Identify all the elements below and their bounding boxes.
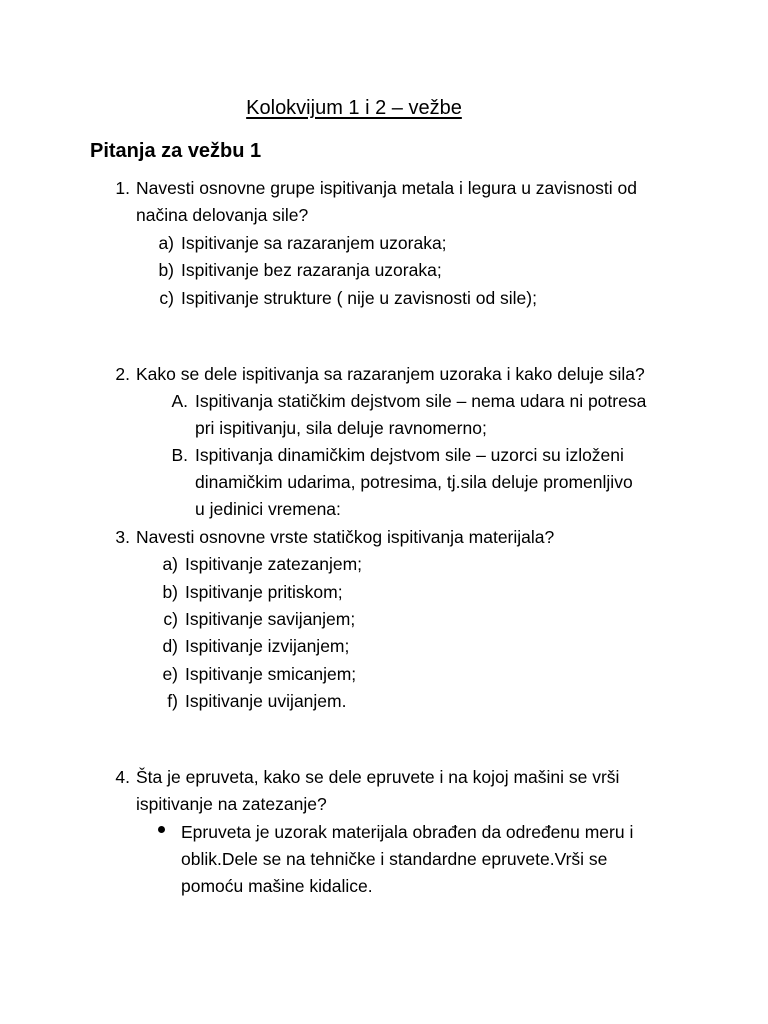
answer-text: Ispitivanje smicanjem; xyxy=(185,664,357,684)
question-text: Šta je epruveta, kako se dele epruvete i na kojoj mašini se vrši xyxy=(136,767,620,787)
answer-marker: d) xyxy=(162,636,178,656)
answer-marker: B. xyxy=(171,445,188,465)
section-heading: Pitanja za vežbu 1 xyxy=(90,140,262,162)
answer-text: Ispitivanje bez razaranja uzoraka; xyxy=(181,260,442,280)
answer-text: Ispitivanja statičkim dejstvom sile – nema udara ni potresa xyxy=(195,391,647,411)
answer-marker: f) xyxy=(167,691,178,711)
question-number: 3. xyxy=(115,527,130,547)
question-text: ispitivanje na zatezanje? xyxy=(136,794,327,814)
answer-marker: b) xyxy=(162,582,178,602)
question-text: načina delovanja sile? xyxy=(136,205,309,225)
answer-marker: c) xyxy=(163,609,178,629)
answer-marker: A. xyxy=(171,391,188,411)
question-text: Kako se dele ispitivanja sa razaranjem uzoraka i kako deluje sila? xyxy=(136,364,645,384)
answer-text: pomoću mašine kidalice. xyxy=(181,876,373,896)
answer-text: oblik.Dele se na tehničke i standardne epruvete.Vrši se xyxy=(181,849,608,869)
question-text: Navesti osnovne vrste statičkog ispitivanja materijala? xyxy=(136,527,555,547)
answer-marker: c) xyxy=(159,288,174,308)
question-number: 1. xyxy=(115,178,130,198)
answer-text: pri ispitivanju, sila deluje ravnomerno; xyxy=(195,418,487,438)
answer-marker: e) xyxy=(162,664,178,684)
answer-text: dinamičkim udarima, potresima, tj.sila deluje promenljivo xyxy=(195,472,633,492)
answer-marker: b) xyxy=(158,260,174,280)
answer-text: u jedinici vremena: xyxy=(195,499,341,519)
answer-text: Ispitivanje savijanjem; xyxy=(185,609,356,629)
answer-text: Ispitivanje strukture ( nije u zavisnosti od sile); xyxy=(181,288,537,308)
answer-text: Ispitivanje pritiskom; xyxy=(185,582,343,602)
answer-marker: a) xyxy=(158,233,174,253)
answer-text: Ispitivanje izvijanjem; xyxy=(185,636,350,656)
answer-text: Ispitivanje zatezanjem; xyxy=(185,554,363,574)
answer-marker: a) xyxy=(162,554,178,574)
answer-text: Ispitivanja dinamičkim dejstvom sile – uzorci su izloženi xyxy=(195,445,624,465)
answer-text: Epruveta je uzorak materijala obrađen da određenu meru i xyxy=(181,822,634,842)
answer-text: Ispitivanje sa razaranjem uzoraka; xyxy=(181,233,447,253)
question-number: 2. xyxy=(115,364,130,384)
question-number: 4. xyxy=(115,767,130,787)
answer-text: Ispitivanje uvijanjem. xyxy=(185,691,347,711)
bullet-icon xyxy=(158,826,165,833)
document-title: Kolokvijum 1 i 2 – vežbe xyxy=(246,97,462,119)
question-text: Navesti osnovne grupe ispitivanja metala i legura u zavisnosti od xyxy=(136,178,637,198)
